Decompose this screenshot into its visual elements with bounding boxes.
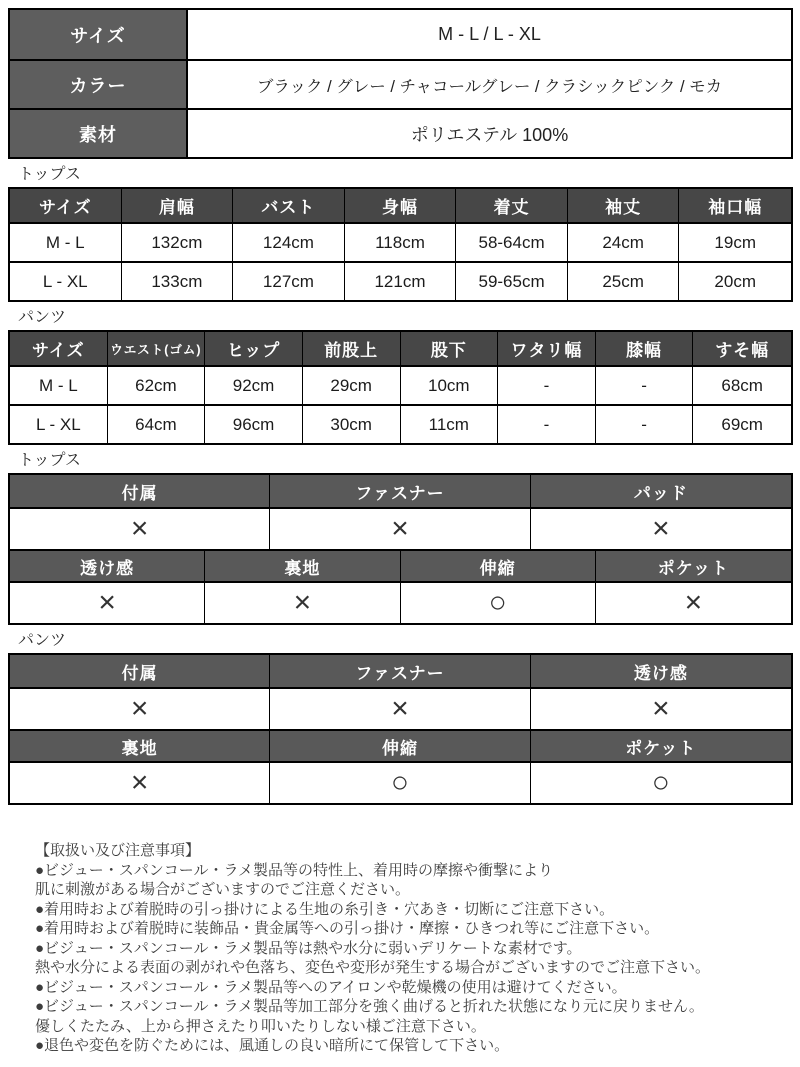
attr-mark: ○ (270, 763, 530, 803)
size-cell: 133cm (122, 263, 234, 300)
header-cell: サイズ (10, 189, 122, 222)
header-cell: すそ幅 (693, 332, 791, 365)
size-cell: L - XL (10, 406, 108, 443)
header-cell: ウエスト(ゴム) (108, 332, 206, 365)
care-note-line: ●着用時および着脱時の引っ掛けによる生地の糸引き・穴あき・切断にご注意下さい。 (35, 900, 615, 918)
attr-mark: × (10, 509, 270, 549)
header-cell: 膝幅 (596, 332, 694, 365)
size-cell: 124cm (233, 224, 345, 261)
size-cell: 68cm (721, 375, 763, 395)
spec-value-size: M - L / L - XL (438, 24, 541, 44)
size-cell: 19cm (714, 232, 756, 252)
attr-mark: × (684, 586, 703, 619)
size-cell: 96cm (205, 406, 303, 443)
size-cell: M - L (10, 224, 122, 261)
attr-mark: × (270, 509, 530, 549)
pants-size-header-row (10, 332, 791, 365)
spec-row-color (10, 59, 791, 108)
header-cell: ヒップ (205, 332, 303, 365)
size-cell: 59-65cm (456, 263, 568, 300)
tops-attr-table (8, 473, 793, 625)
header-cell: 透け感 (531, 655, 791, 687)
attr-mark: × (10, 763, 270, 803)
size-cell: 118cm (345, 224, 457, 261)
size-cell: 11cm (401, 406, 499, 443)
spec-header-color: カラー (10, 61, 188, 108)
attr-mark: × (10, 583, 205, 623)
spec-header-size: サイズ (10, 10, 188, 59)
care-notes-title: 【取扱い及び注意事項】 (35, 842, 201, 859)
attr-value-row (10, 761, 791, 803)
attr-header-row (10, 655, 791, 687)
header-cell: ポケット (596, 551, 791, 581)
care-note-line: 熱や水分による表面の剥がれや色落ち、変色や変形が発生する場合がございますのでご注意下さい。 (35, 959, 711, 976)
header-cell: 袖丈 (568, 189, 680, 222)
spec-header-material: 素材 (10, 110, 188, 157)
care-notes (35, 841, 792, 1056)
size-cell: 64cm (108, 406, 206, 443)
spec-value-color: ブラック / グレー / チャコールグレー / クラシックピンク / モカ (256, 77, 723, 96)
header-cell: 前股上 (303, 332, 401, 365)
table-row (10, 222, 791, 261)
header-cell: 伸縮 (270, 731, 530, 761)
size-cell: 127cm (233, 263, 345, 300)
care-note-line: ●ビジュー・スパンコール・ラメ製品等へのアイロンや乾燥機の使用は避けてください。 (35, 978, 627, 996)
tops-attr-label: トップス (18, 452, 81, 469)
care-note-line: ●ビジュー・スパンコール・ラメ製品等加工部分を強く曲げると折れた状態になり元に戻りません。 (35, 998, 704, 1015)
care-note-line: ●ビジュー・スパンコール・ラメ製品等の特性上、着用時の摩擦や衝撃により (35, 861, 554, 879)
attr-mark: ○ (651, 766, 670, 799)
size-cell: 69cm (721, 414, 763, 434)
header-cell: 身幅 (345, 189, 457, 222)
attr-header-row (10, 549, 791, 581)
header-cell: ファスナー (270, 475, 530, 507)
size-cell: 25cm (568, 263, 680, 300)
tops-size-table (8, 187, 793, 302)
header-cell: 着丈 (456, 189, 568, 222)
size-cell: M - L (10, 367, 108, 404)
size-cell: 132cm (122, 224, 234, 261)
size-cell: 10cm (401, 367, 499, 404)
header-cell: 付属 (10, 475, 270, 507)
table-row (10, 404, 791, 443)
header-cell: 裏地 (205, 551, 400, 581)
attr-mark: × (10, 689, 270, 729)
size-cell: 20cm (714, 271, 756, 291)
spec-value-material: ポリエステル 100% (410, 124, 569, 145)
attr-header-row (10, 729, 791, 761)
attr-mark: × (652, 512, 670, 545)
size-cell: 92cm (205, 367, 303, 404)
header-cell: サイズ (10, 332, 108, 365)
attr-value-row (10, 687, 791, 729)
care-note-line: ●着用時および着脱時に装飾品・貴金属等への引っ掛け・摩擦・ひきつれ等にご注意下さい。 (35, 920, 660, 937)
attr-value-row (10, 507, 791, 549)
attr-value-row (10, 581, 791, 623)
header-cell: バスト (233, 189, 345, 222)
header-cell: ワタリ幅 (498, 332, 596, 365)
size-cell: 24cm (568, 224, 680, 261)
size-cell: 121cm (345, 263, 457, 300)
size-cell: 58-64cm (456, 224, 568, 261)
spec-row-size (10, 10, 791, 59)
size-cell: - (596, 406, 694, 443)
size-cell: 30cm (303, 406, 401, 443)
attr-mark: × (205, 583, 400, 623)
spec-row-material (10, 108, 791, 157)
tops-size-label: トップス (18, 166, 81, 183)
header-cell: ポケット (531, 731, 791, 761)
pants-attr-table (8, 653, 793, 805)
attr-mark: ○ (401, 583, 596, 623)
size-cell: - (596, 367, 694, 404)
header-cell: 肩幅 (122, 189, 234, 222)
header-cell: ファスナー (270, 655, 530, 687)
care-note-line: ●退色や変色を防ぐためには、風通しの良い暗所にて保管して下さい。 (35, 1037, 510, 1054)
size-cell: L - XL (10, 263, 122, 300)
pants-size-label: パンツ (18, 309, 67, 326)
tops-size-header-row (10, 189, 791, 222)
header-cell: 裏地 (10, 731, 270, 761)
header-cell: 股下 (401, 332, 499, 365)
header-cell: 透け感 (10, 551, 205, 581)
size-cell: - (498, 406, 596, 443)
header-cell: 伸縮 (401, 551, 596, 581)
attr-mark: × (652, 692, 670, 725)
header-cell: パッド (531, 475, 791, 507)
header-cell: 付属 (10, 655, 270, 687)
pants-size-table (8, 330, 793, 445)
care-note-line: 優しくたたみ、上から押さえたり叩いたりしない様ご注意下さい。 (35, 1017, 486, 1035)
table-row (10, 365, 791, 404)
care-note-line: 肌に刺激がある場合がございますのでご注意ください。 (35, 881, 411, 898)
product-spec-table (8, 8, 793, 159)
pants-attr-label: パンツ (18, 632, 67, 649)
size-cell: - (498, 367, 596, 404)
attr-header-row (10, 475, 791, 507)
care-note-line: ●ビジュー・スパンコール・ラメ製品等は熱や水分に弱いデリケートな素材です。 (35, 939, 582, 957)
attr-mark: × (270, 689, 530, 729)
header-cell: 袖口幅 (679, 189, 791, 222)
size-cell: 62cm (108, 367, 206, 404)
size-cell: 29cm (303, 367, 401, 404)
table-row (10, 261, 791, 300)
